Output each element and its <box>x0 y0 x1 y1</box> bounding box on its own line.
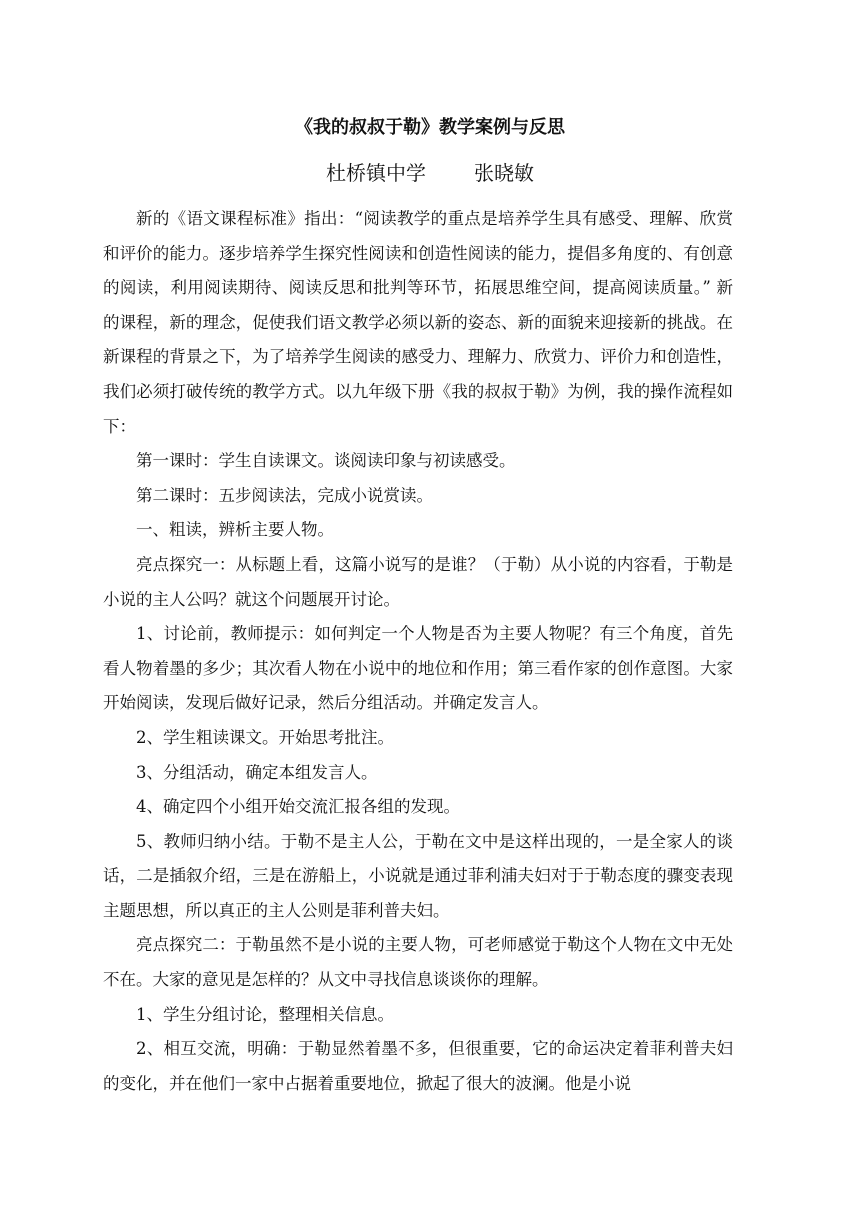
paragraph: 第二课时：五步阅读法，完成小说赏读。 <box>136 485 433 505</box>
school-name: 杜桥镇中学 <box>326 161 426 185</box>
author-name: 张晓敏 <box>474 161 534 185</box>
document-title: 《我的叔叔于勒》教学案例与反思 <box>295 117 565 138</box>
document-body <box>103 202 733 1101</box>
byline <box>0 160 860 186</box>
paragraph: 一、粗读，辨析主要人物。 <box>136 520 334 540</box>
paragraph: 2、相互交流，明确：于勒显然着墨不多，但很重要，它的命运决定着菲利普夫妇的变化，并在他们一家中占据着重要地位，掀起了很大的波澜。他是小说 <box>103 1039 733 1093</box>
paragraph: 新的《语文课程标准》指出：“阅读教学的重点是培养学生具有感受、理解、欣赏和评价的能力。逐步培养学生探究性阅读和创造性阅读的能力，提倡多角度的、有创意的阅读，利用阅读期待、阅读反思和批判等环节，拓展思维空间，提高阅读质量。” 新的课程，新的理念，促使我们语文教学必须以新的姿态、新的面貌来迎接新的挑战。在新课程的背景之下，为了培养学生阅读的感受力、理解力、欣赏力、评价力和创造性，我们必须打破传统的教学方式。以九年级下册《我的叔叔于勒》为例，我的操作流程如下： <box>103 209 733 436</box>
paragraph: 第一课时：学生自读课文。谈阅读印象与初读感受。 <box>136 451 516 471</box>
paragraph: 亮点探究二：于勒虽然不是小说的主要人物，可老师感觉于勒这个人物在文中无处不在。大家的意见是怎样的？从文中寻找信息谈谈你的理解。 <box>103 935 733 990</box>
paragraph: 2、学生粗读课文。开始思考批注。 <box>136 727 394 747</box>
paragraph: 亮点探究一：从标题上看，这篇小说写的是谁？（于勒）从小说的内容看，于勒是小说的主人公吗？就这个问题展开讨论。 <box>103 554 733 609</box>
paragraph: 3、分组活动，确定本组发言人。 <box>136 762 378 782</box>
paragraph: 4、确定四个小组开始交流汇报各组的发现。 <box>136 797 460 817</box>
paragraph: 1、讨论前，教师提示：如何判定一个人物是否为主要人物呢？有三个角度，首先看人物着墨的多少；其次看人物在小说中的地位和作用；第三看作家的创作意图。大家开始阅读，发现后做好记录，然后分组活动。并确定发言人。 <box>103 624 733 713</box>
paragraph: 5、教师归纳小结。于勒不是主人公，于勒在文中是这样出现的，一是全家人的谈话，二是插叙介绍，三是在游船上，小说就是通过菲利浦夫妇对于于勒态度的骤变表现主题思想，所以真正的主人公则是菲利普夫妇。 <box>103 831 733 920</box>
paragraph: 1、学生分组讨论，整理相关信息。 <box>136 1004 394 1024</box>
